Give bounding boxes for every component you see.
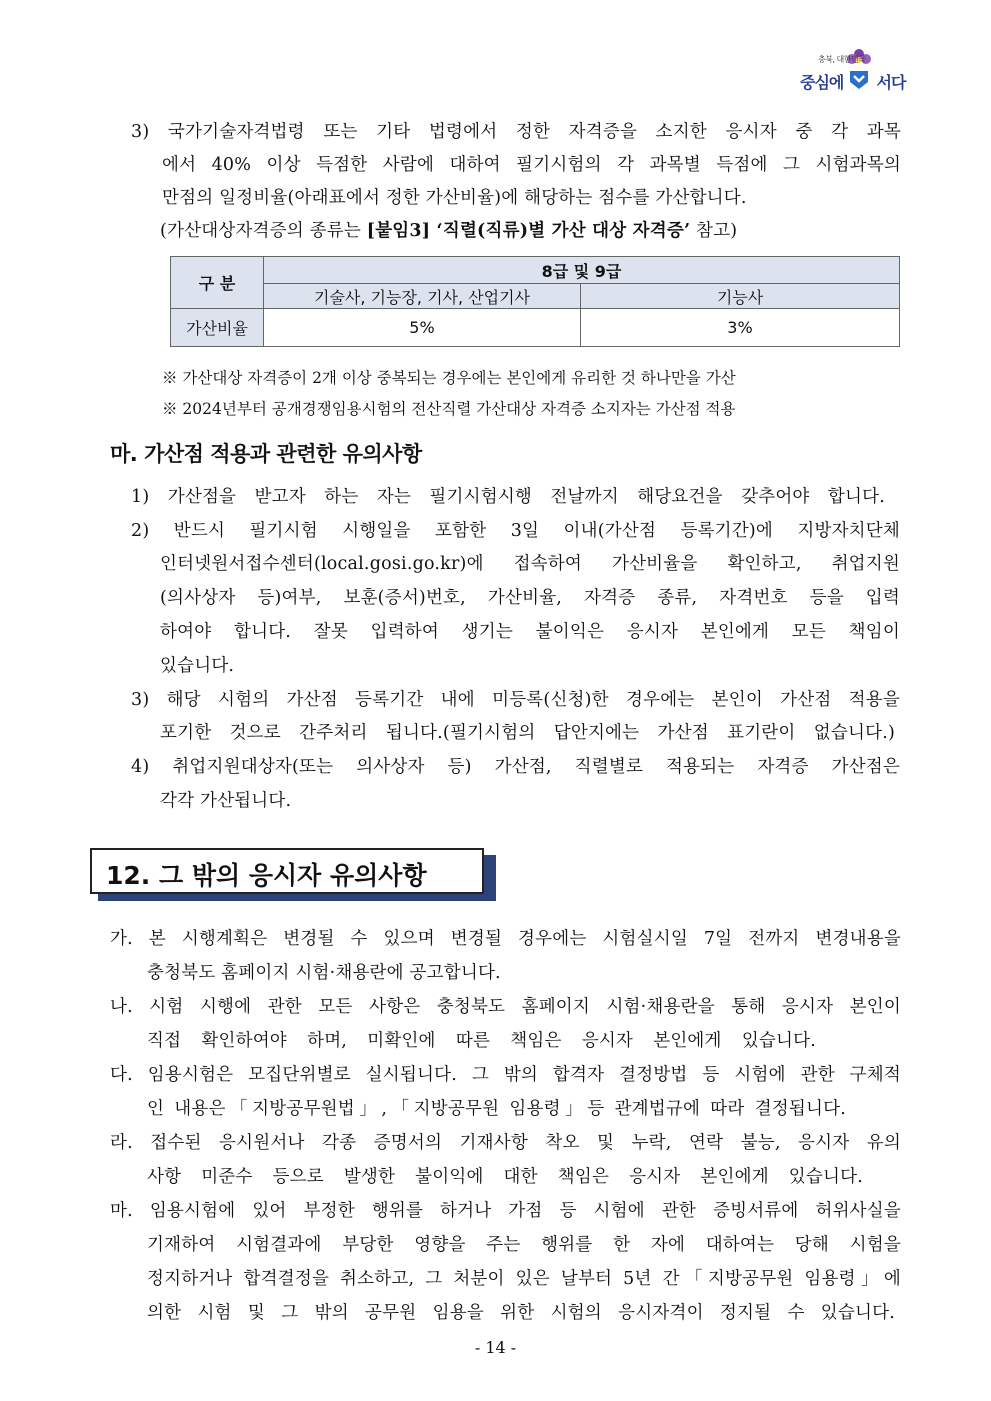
list-item: 사항 미준수 등으로 발생한 불이익에 대한 책임은 응시자 본인에게 있습니다. [147, 1167, 863, 1187]
page-number: - 14 - [474, 1338, 517, 1357]
list-item: 각각 가산됩니다. [160, 791, 292, 811]
logo-tagline: 충북, 대한민국 [818, 55, 866, 64]
note: ※ 가산대상 자격증이 2개 이상 중복되는 경우에는 본인에게 유리한 것 하나만을 가산 [162, 369, 736, 387]
table-sub-header: 기능사 [581, 284, 900, 309]
badge-icon [848, 68, 870, 90]
bonus-ratio-table [170, 256, 900, 347]
list-item: 가. 본 시행계획은 변경될 수 있으며 변경될 경우에는 시험실시일 7일 전까지 변경내용을 [110, 929, 901, 949]
list-item: 나. 시험 시행에 관한 모든 사항은 충청북도 홈페이지 시험·채용란을 통해 응시자 본인이 [110, 997, 901, 1017]
reference-line: (가산대상자격증의 종류는 [붙임3] ‘직렬(직류)별 가산 대상 자격증’ 참고) [160, 221, 738, 241]
logo-word-left: 중심에 [800, 73, 844, 92]
logo [800, 48, 904, 98]
paragraph-line: 3) 국가기술자격법령 또는 기타 법령에서 정한 자격증을 소지한 응시자 중 각 과목 [131, 122, 901, 142]
table-cell: 3% [581, 309, 900, 347]
list-item: 있습니다. [160, 656, 235, 676]
list-item: 정지하거나 합격결정을 취소하고, 그 처분이 있은 날부터 5년 간「지방공무원 임용령」에 [147, 1269, 901, 1289]
list-item: 4) 취업지원대상자(또는 의사상자 등) 가산점, 직렬별로 적용되는 자격증 가산점은 [131, 757, 900, 777]
table-sub-header: 기술사, 기능장, 기사, 산업기사 [264, 284, 581, 309]
reference-bold: [붙임3] ‘직렬(직류)별 가산 대상 자격증’ [366, 221, 691, 241]
note: ※ 2024년부터 공개경쟁임용시험의 전산직렬 가산대상 자격증 소지자는 가산점 적용 [162, 400, 736, 418]
list-item: 라. 접수된 응시원서나 각종 증명서의 기재사항 착오 및 누락, 연락 불능, 응시자 유의 [110, 1133, 901, 1153]
list-item: 기재하여 시험결과에 부당한 영향을 주는 행위를 한 자에 대하여는 당해 시험을 [147, 1235, 901, 1255]
section-title: 12. 그 밖의 응시자 유의사항 [106, 861, 427, 890]
list-item: 마. 임용시험에 있어 부정한 행위를 하거나 가점 등 시험에 관한 증빙서류에 허위사실을 [110, 1201, 901, 1221]
list-item: (의사상자 등)여부, 보훈(증서)번호, 가산비율, 자격증 종류, 자격번호 등을 입력 [160, 588, 900, 608]
list-item: 의한 시험 및 그 밖의 공무원 임용을 위한 시험의 응시자격이 정지될 수 있습니다. [147, 1303, 895, 1323]
table-cell: 5% [264, 309, 581, 347]
list-item: 2) 반드시 필기시험 시행일을 포함한 3일 이내(가산점 등록기간)에 지방자치단체 [131, 521, 900, 541]
paragraph-line: 에서 40% 이상 득점한 사람에 대하여 필기시험의 각 과목별 득점에 그 시험과목의 [162, 155, 901, 175]
list-item: 인터넷원서접수센터(local.gosi.go.kr)에 접속하여 가산비율을 확인하고, 취업지원 [160, 554, 900, 574]
list-item: 1) 가산점을 받고자 하는 자는 필기시험시행 전날까지 해당요건을 갖추어야 합니다. [131, 487, 885, 507]
table-row-label: 가산비율 [171, 309, 264, 347]
section-title-box [90, 848, 484, 894]
list-item: 3) 해당 시험의 가산점 등록기간 내에 미등록(신청)한 경우에는 본인이 가산점 적용을 [131, 690, 900, 710]
list-item: 포기한 것으로 간주처리 됩니다.(필기시험의 답안지에는 가산점 표기란이 없습니다.) [160, 723, 895, 743]
logo-word-right: 서다 [876, 73, 906, 92]
list-item: 직접 확인하여야 하며, 미확인에 따른 책임은 응시자 본인에게 있습니다. [147, 1031, 816, 1051]
list-item: 인 내용은「지방공무원법」,「지방공무원 임용령」등 관계법규에 따라 결정됩니다. [147, 1099, 846, 1119]
table-col-header: 구 분 [171, 257, 264, 309]
list-item: 하여야 합니다. 잘못 입력하여 생기는 불이익은 응시자 본인에게 모든 책임이 [160, 622, 900, 642]
table-group-header: 8급 및 9급 [264, 257, 900, 284]
list-item: 충청북도 홈페이지 시험·채용란에 공고합니다. [147, 963, 501, 983]
list-item: 다. 임용시험은 모집단위별로 실시됩니다. 그 밖의 합격자 결정방법 등 시험에 관한 구체적 [110, 1065, 901, 1085]
paragraph-line: 만점의 일정비율(아래표에서 정한 가산비율)에 해당하는 점수를 가산합니다. [162, 188, 747, 208]
section-heading: 마. 가산점 적용과 관련한 유의사항 [110, 442, 422, 466]
